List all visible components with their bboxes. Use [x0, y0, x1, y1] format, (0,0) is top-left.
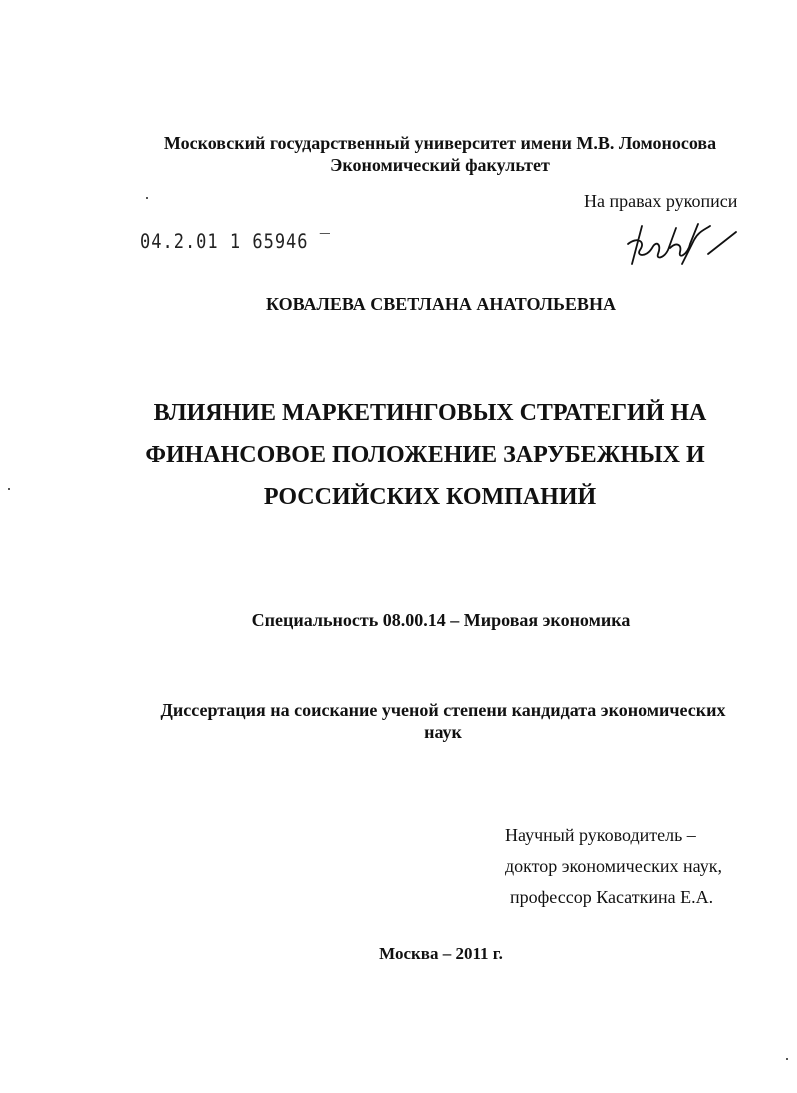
advisor-degree: доктор экономических наук, [505, 856, 722, 876]
title-line-3: РОССИЙСКИХ КОМПАНИЙ [263, 484, 597, 510]
handwritten-signature [618, 214, 748, 274]
advisor-role: Научный руководитель – [505, 825, 696, 845]
title-line-2: ФИНАНСОВОЕ ПОЛОЖЕНИЕ ЗАРУБЕЖНЫХ И [145, 442, 705, 468]
faculty-name: Экономический факультет [330, 155, 550, 175]
university-name: Московский государственный университет имени М.В. Ломоносова [163, 133, 717, 153]
degree-statement: Диссертация на соискание ученой степени кандидата экономических наук [160, 700, 726, 742]
stamp-number: 04.2.01 1 65946 [140, 230, 309, 254]
dissertation-title [140, 392, 720, 518]
advisor-name: профессор Касаткина Е.А. [510, 887, 714, 907]
specialty: Специальность 08.00.14 – Мировая экономика [251, 610, 631, 630]
rights-note: На правах рукописи [584, 191, 738, 211]
scan-speck [786, 1058, 788, 1060]
registration-stamp: 04.2.01 1 65946 ‾ [140, 230, 332, 254]
scan-speck [146, 197, 148, 199]
city-year: Москва – 2011 г. [379, 944, 503, 963]
title-line-1: ВЛИЯНИЕ МАРКЕТИНГОВЫХ СТРАТЕГИЙ НА [153, 400, 707, 426]
scan-speck [8, 488, 10, 490]
scientific-advisor [505, 820, 722, 913]
author-name: КОВАЛЕВА СВЕТЛАНА АНАТОЛЬЕВНА [266, 294, 616, 314]
